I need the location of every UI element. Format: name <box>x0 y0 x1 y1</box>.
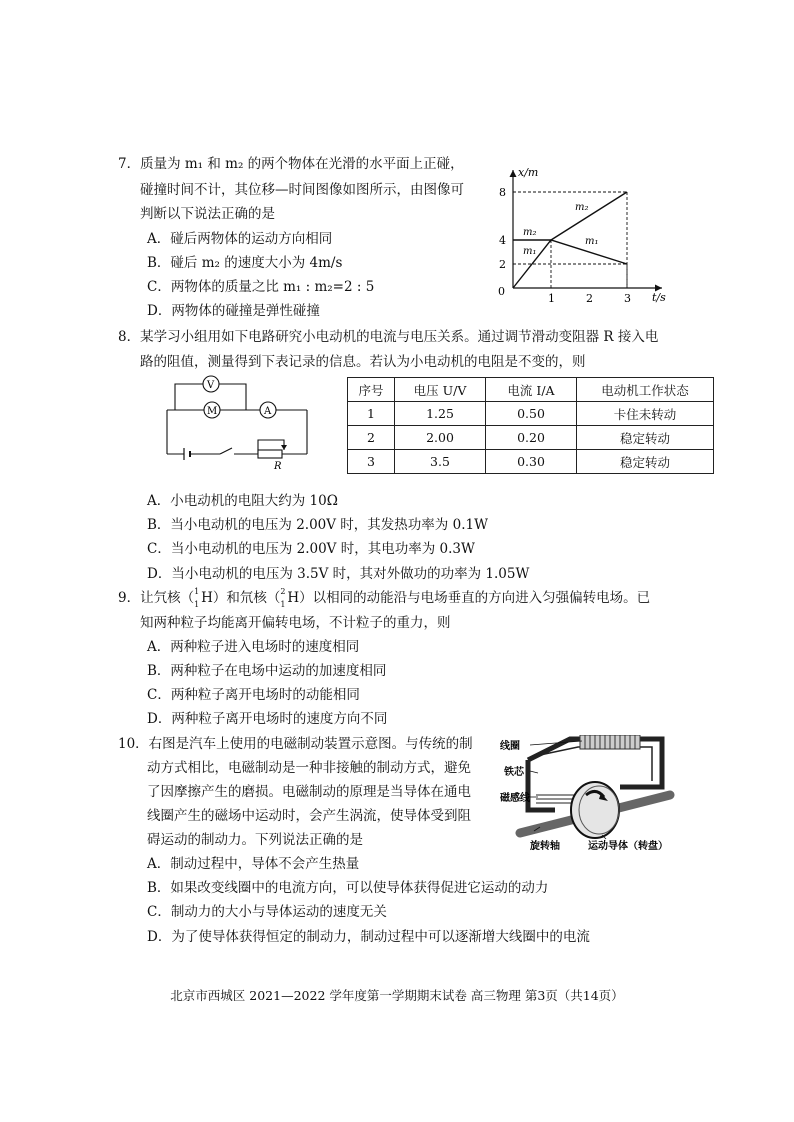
table-cell: 稳定转动 <box>577 450 714 474</box>
table-cell: 1.25 <box>395 402 486 426</box>
table-header-row <box>348 378 714 402</box>
q7-stem-line1: 7．质量为 m₁ 和 m₂ 的两个物体在光滑的水平面上正碰， <box>118 156 464 172</box>
table-cell: 卡住未转动 <box>577 402 714 426</box>
q9-option-c: C．两种粒子离开电场时的动能相同 <box>147 687 360 703</box>
table-row <box>348 450 714 474</box>
q10-option-d: D．为了使导体获得恒定的制动力，制动过程中可以逐渐增大线圈中的电流 <box>147 929 590 945</box>
q10-option-a: A．制动过程中，导体不会产生热量 <box>147 856 360 872</box>
y-tick-label: 4 <box>499 234 506 247</box>
q10-brake-figure <box>500 735 680 855</box>
table-cell: 2.00 <box>395 426 486 450</box>
q10-option-c: C．制动力的大小与导体运动的速度无关 <box>147 904 387 920</box>
coil-label: 线圈 <box>500 741 520 752</box>
q8-stem-line1: 8．某学习小组用如下电路研究小电动机的电流与电压关系。通过调节滑动变阻器 R 接入电 <box>118 329 659 345</box>
q9-stem-line2: 知两种粒子均能离开偏转电场，不计粒子的重力，则 <box>140 615 451 631</box>
q9-option-d: D．两种粒子离开电场时的速度方向不同 <box>147 711 388 727</box>
q8-data-table <box>347 377 714 474</box>
table-header-cell: 电压 U/V <box>395 378 486 402</box>
label-m2-before: m₂ <box>523 227 537 238</box>
ammeter-label: A <box>264 406 272 417</box>
q7-option-a: A．碰后两物体的运动方向相同 <box>147 231 333 247</box>
q10-option-b: B．如果改变线圈中的电流方向，可以使导体获得促进它运动的动力 <box>147 880 549 896</box>
q8-option-c: C．当小电动机的电压为 2.00V 时，其电功率为 0.3W <box>147 541 475 557</box>
table-cell: 0.30 <box>486 450 577 474</box>
table-header-cell: 电动机工作状态 <box>577 378 714 402</box>
table-cell: 1 <box>348 402 395 426</box>
protium-symbol: 1 1 H <box>194 587 213 609</box>
q9-suffix: ）以相同的动能沿与电场垂直的方向进入匀强偏转电场。已 <box>299 590 651 606</box>
table-cell: 0.50 <box>486 402 577 426</box>
q9-prefix: 9．让氕核（ <box>118 590 195 606</box>
q10-stem-line4: 线圈产生的磁场中运动时，会产生涡流，使导体受到阻 <box>147 808 471 824</box>
q9-stem-line1 <box>118 589 650 607</box>
origin-label: 0 <box>498 285 505 298</box>
shaft-label: 旋转轴 <box>530 841 560 852</box>
table-row <box>348 426 714 450</box>
table-cell: 3 <box>348 450 395 474</box>
table-row <box>348 402 714 426</box>
x-tick-label: 2 <box>586 292 593 305</box>
q7-stem-line2: 碰撞时间不计，其位移—时间图像如图所示，由图像可 <box>140 182 464 198</box>
field-label: 磁感线 <box>500 793 530 804</box>
table-cell: 3.5 <box>395 450 486 474</box>
voltmeter-label: V <box>207 380 215 391</box>
table-cell: 0.20 <box>486 426 577 450</box>
y-axis-label: x/m <box>518 166 539 179</box>
q9-mid: ）和氘核（ <box>212 590 281 606</box>
label-m1-after: m₁ <box>585 236 599 247</box>
label-m2-after: m₂ <box>575 202 589 213</box>
table-cell: 稳定转动 <box>577 426 714 450</box>
label-m1-before: m₁ <box>523 246 537 257</box>
table-cell: 2 <box>348 426 395 450</box>
coil-icon <box>580 735 640 749</box>
q7-stem-line3: 判断以下说法正确的是 <box>140 206 275 222</box>
deuterium-symbol: 2 1 H <box>280 587 300 609</box>
q8-circuit-diagram <box>160 372 320 472</box>
core-label: 铁芯 <box>504 767 524 778</box>
q10-stem-line2: 动方式相比，电磁制动是一种非接触的制动方式，避免 <box>147 760 471 776</box>
page-footer: 北京市西城区 2021—2022 学年度第一学期期末试卷 高三物理 第3页（共14页） <box>170 988 624 1003</box>
x-tick-label: 1 <box>548 292 555 305</box>
q7-option-b: B．碰后 m₂ 的速度大小为 4m/s <box>147 255 343 271</box>
q10-stem-line3: 了因摩擦产生的磨损。电磁制动的原理是当导体在通电 <box>147 784 471 800</box>
q9-option-b: B．两种粒子在电场中运动的加速度相同 <box>147 663 387 679</box>
table-header-cell: 电流 I/A <box>486 378 577 402</box>
q7-option-c: C．两物体的质量之比 m₁ : m₂=2 : 5 <box>147 279 375 295</box>
q9-option-a: A．两种粒子进入电场时的速度相同 <box>147 639 360 655</box>
table-header-cell: 序号 <box>348 378 395 402</box>
q10-stem-line1: 10．右图是汽车上使用的电磁制动装置示意图。与传统的制 <box>118 736 473 752</box>
q8-stem-line2: 路的阻值，测量得到下表记录的信息。若认为小电动机的电阻是不变的，则 <box>140 354 586 370</box>
x-tick-label: 3 <box>624 292 631 305</box>
q8-option-d: D．当小电动机的电压为 3.5V 时，其对外做功的功率为 1.05W <box>147 566 530 582</box>
y-tick-label: 2 <box>499 258 506 271</box>
q7-option-d: D．两物体的碰撞是弹性碰撞 <box>147 303 320 319</box>
rheostat-label: R <box>274 461 282 472</box>
q7-xt-graph <box>490 160 680 310</box>
x-axis-label: t/s <box>652 291 666 304</box>
q8-option-a: A．小电动机的电阻大约为 10Ω <box>147 493 338 509</box>
q10-stem-line5: 碍运动的制动力。下列说法正确的是 <box>147 832 363 848</box>
motor-label: M <box>207 406 218 417</box>
y-tick-label: 8 <box>499 186 506 199</box>
q8-option-b: B．当小电动机的电压为 2.00V 时，其发热功率为 0.1W <box>147 517 488 533</box>
rheostat-icon <box>258 450 282 458</box>
disc-label: 运动导体（转盘） <box>588 841 668 852</box>
